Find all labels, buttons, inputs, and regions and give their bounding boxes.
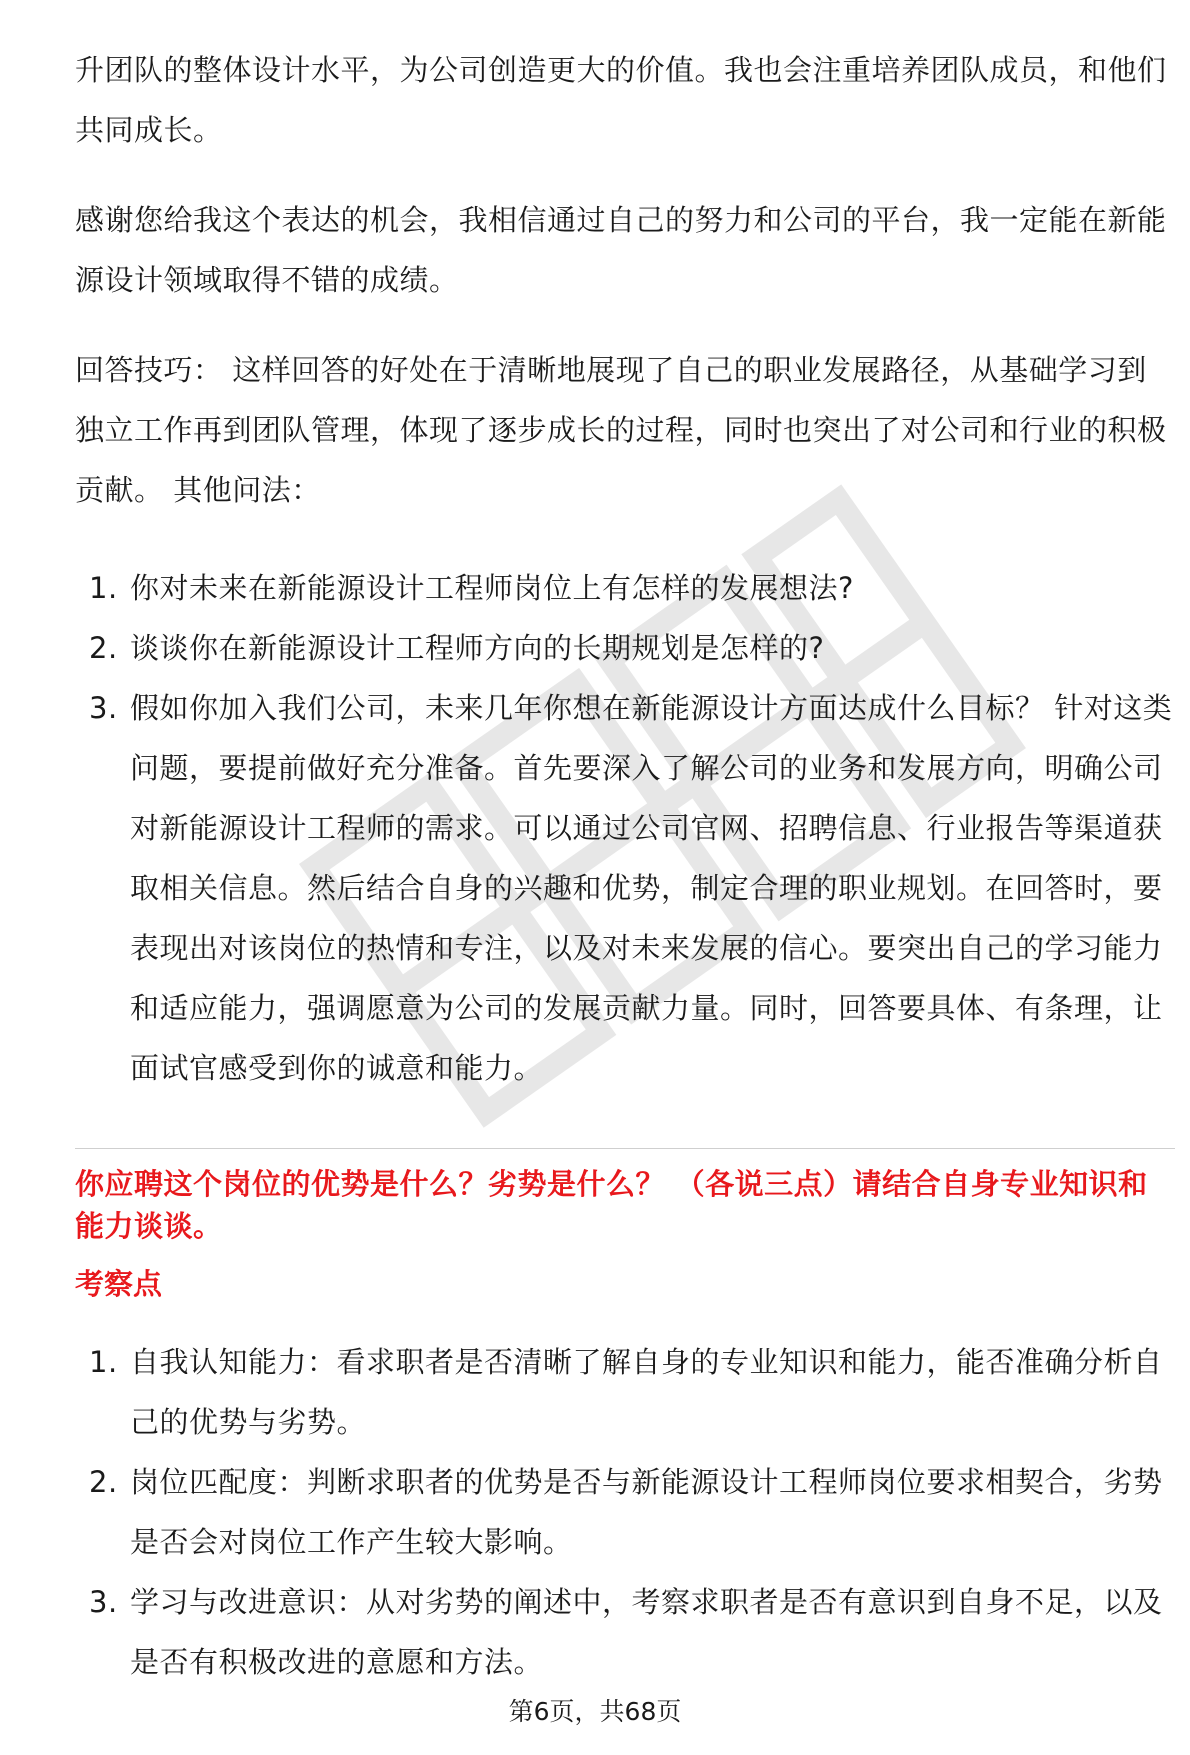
list-item <box>75 618 1175 678</box>
list-number: 1. <box>89 571 118 605</box>
paragraph-answer-tips: 回答技巧： 这样回答的好处在于清晰地展现了自己的职业发展路径，从基础学习到独立工作再到团队管理，体现了逐步成长的过程，同时也突出了对公司和行业的积极贡献。 其他问法： <box>75 353 1167 507</box>
list-number: 3. <box>89 1585 118 1619</box>
list-item <box>75 1572 1175 1692</box>
list-item-text: 谈谈你在新能源设计工程师方向的长期规划是怎样的? <box>130 631 825 665</box>
paragraph-closing-1: 升团队的整体设计水平，为公司创造更大的价值。我也会注重培养团队成员，和他们共同成长。 <box>75 53 1167 147</box>
interview-question-heading: 你应聘这个岗位的优势是什么？劣势是什么？ （各说三点）请结合自身专业知识和能力谈谈。 <box>75 1167 1148 1243</box>
list-number: 2. <box>89 631 118 665</box>
list-item <box>75 1332 1175 1452</box>
list-item-text: 假如你加入我们公司，未来几年你想在新能源设计方面达成什么目标？ 针对这类问题，要提前做好充分准备。首先要深入了解公司的业务和发展方向，明确公司对新能源设计工程师的需求。可以通过公司官网、招聘信息、行业报告等渠道获取相关信息。然后结合自身的兴趣和优势，制定合理的职业规划。在回答时，要表现出对该岗位的热情和专注，以及对未来发展的信心。要突出自己的学习能力和适应能力，强调愿意为公司的发展贡献力量。同时，回答要具体、有条理，让面试官感受到你的诚意和能力。 <box>130 691 1173 1085</box>
list-item <box>75 678 1175 1098</box>
list-item-text: 岗位匹配度：判断求职者的优势是否与新能源设计工程师岗位要求相契合，劣势是否会对岗位工作产生较大影响。 <box>130 1465 1163 1559</box>
list-item-text: 自我认知能力：看求职者是否清晰了解自身的专业知识和能力，能否准确分析自己的优势与劣势。 <box>130 1345 1163 1439</box>
list-item-text: 你对未来在新能源设计工程师岗位上有怎样的发展想法? <box>130 571 854 605</box>
list-item-text: 学习与改进意识：从对劣势的阐述中，考察求职者是否有意识到自身不足，以及是否有积极改进的意愿和方法。 <box>130 1585 1163 1679</box>
assessment-points-list <box>75 1332 1175 1692</box>
list-number: 1. <box>89 1345 118 1379</box>
other-questions-list <box>75 558 1175 1098</box>
list-item <box>75 1452 1175 1572</box>
list-item <box>75 558 1175 618</box>
paragraph-closing-2: 感谢您给我这个表达的机会，我相信通过自己的努力和公司的平台，我一定能在新能源设计领域取得不错的成绩。 <box>75 203 1167 297</box>
list-number: 3. <box>89 691 118 725</box>
list-number: 2. <box>89 1465 118 1499</box>
page-number-footer: 第6页，共68页 <box>508 1697 682 1726</box>
assessment-subheading: 考察点 <box>75 1267 163 1301</box>
section-divider <box>75 1148 1175 1149</box>
